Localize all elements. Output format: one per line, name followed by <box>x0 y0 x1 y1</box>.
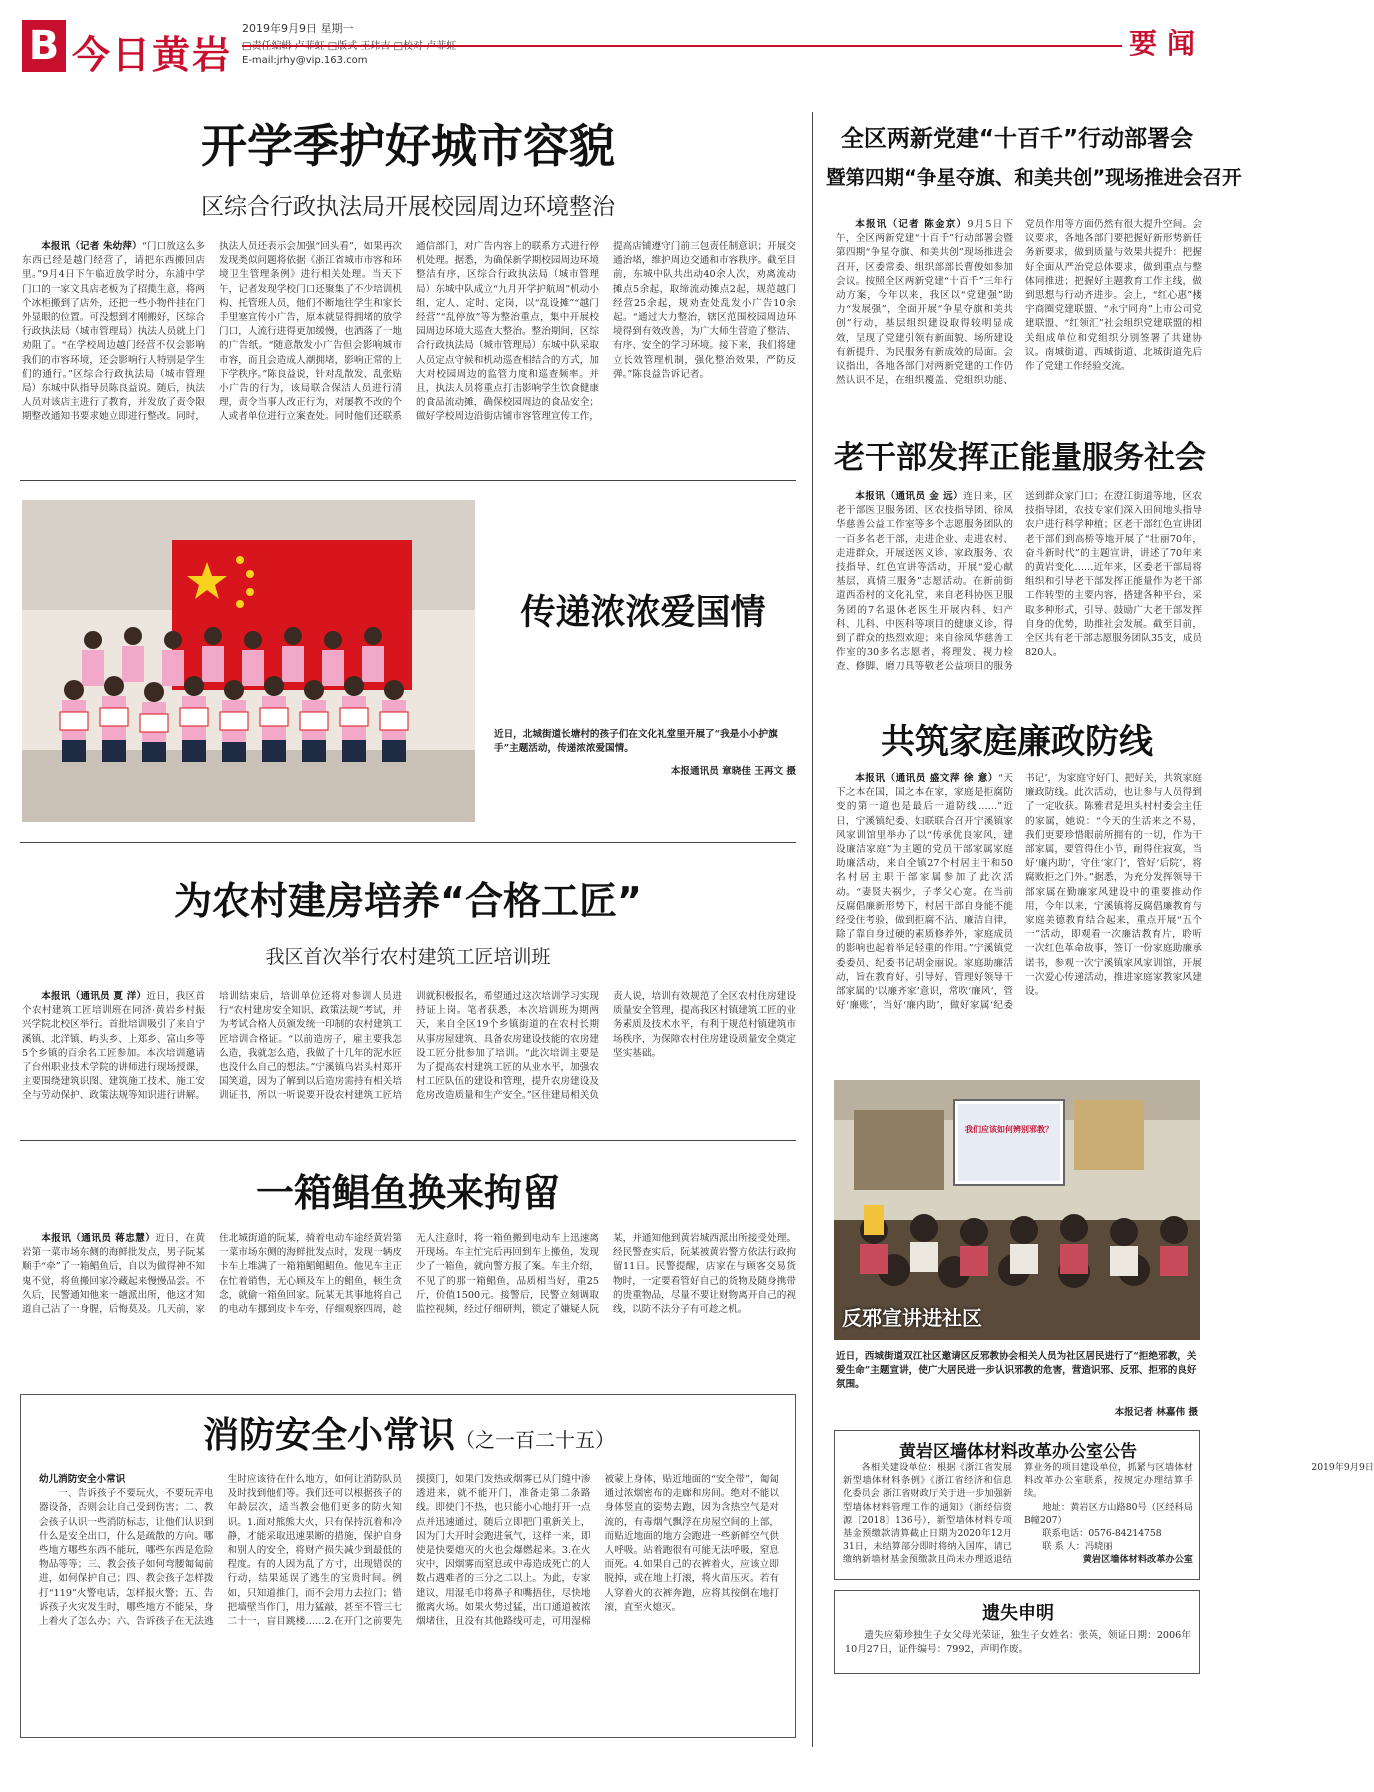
lecture-screen-text: 我们应该如何辨别邪教？ <box>965 1124 1053 1134</box>
flag-children-photo <box>22 500 475 822</box>
photo1-title: 传递浓浓爱国情 <box>520 593 766 633</box>
article4-text: 9月5日下午，全区两新党建“十百千”行动部署会暨第四期“争星夺旗、和美共创”现场推进会召开，区委常委、组织部部长曹俊如参加会议。按照全区两新党建“十百千”三年行动方案，今年以来，我区以“党建强”助力“发展强”，全面开展“争星夺旗和美共创”行动，基层组织建设取得较明显成效，呈现了党建引领有新面貌、场所建设有新提升、为民服务有新成效的局面。会议指出，各地各部门对两新党建的工作仍然认识不足，在组织覆盖、党组织功能、党员作用等方面仍然有很大提升空间。会议要求，各地各部门要把握好新形势新任务新要求，做到质量与效果共提升：把握好全面从严治党总体要求，做到重点与整体同推进；把握好主题教育工作主线，做到思想与行动齐进步。会上，“红心惠”楼宇商圈党建联盟、“永宁同舟”上市公司党建联盟、“红领汇”社会组织党建联盟的相关组成单位和党组织分别签署了共建协议。南城街道、西城街道、北城街道先后作了党建工作经验交流。 <box>836 219 1202 387</box>
community-lecture-photo <box>834 1080 1200 1340</box>
lost-title: 遗失申明 <box>982 1603 1054 1624</box>
photo2-caption: 近日，西城街道双江社区邀请区反邪教协会相关人员为社区居民进行了“拒绝邪教，关爱生命”主题宣讲，使广大居民进一步认识邪教的危害，营造识邪、反邪、拒邪的良好氛围。 <box>836 1351 1197 1390</box>
article2-subtitle: 我区首次举行农村建筑工匠培训班 <box>265 946 551 968</box>
paper-name-logo: 今日黄岩 <box>72 32 233 77</box>
article3-text: 近日，在黄岩第一菜市场东侧的海鲜批发点，男子阮某顺手“牵”了一箱鲳鱼后，自以为做得神不知鬼不觉，将鱼搬回家冷藏起来慢慢品尝。不久后，民警通知他来一趟派出所，他这才知道自己沾了一身腥，后悔莫及。几天前，家住北城街道的阮某，骑着电动车途经黄岩第一菜市场东侧的海鲜批发点时，发现一辆皮卡车上堆满了一箱箱鲳鲳鲳鱼。他见车主正在忙着销售，无心顾及车上的鲳鱼，顿生贪念，就偷一箱鱼回家。阮某无其事地将自己的电动车挪到皮卡车旁，仔细观察四周，趁无人注意时，将一箱鱼搬到电动车上迅速离开现场。车主忙完后再回到车上搬鱼，发现少了一箱鱼，就向警方报了案。车主介绍，不见了的那一箱鲳鱼，品质相当好，重25斤，价值1500元。接警后，民警立刻调取监控视频，经过仔细研判，锁定了嫌疑人阮某，并通知他到黄岩城西派出所接受处理。经民警查实后，阮某被黄岩警方依法行政拘留11日。民警提醒，店家在与顾客交易货物时，一定要看管好自己的货物及随身携带的贵重物品，尽量不要让财物离开自己的视线，以防不法分子有可趁之机。 <box>22 1233 796 1316</box>
page-letter: B <box>22 20 66 72</box>
issue-date: 2019年9月9日 星期一 <box>242 22 354 35</box>
section-name: 要闻 <box>1128 27 1205 60</box>
article1-subtitle: 区综合行政执法局开展校园周边环境整治 <box>201 194 615 220</box>
notice-title: 黄岩区墙体材料改革办公室公告 <box>899 1442 1137 1462</box>
article1-text: “门口放这么多东西已经是越门经营了，请把东西搬回店里。”9月4日下午临近放学时分，东浦中学门口的一家文具店老板为了招揽生意，将两个冰柜搬到了店外，还把一些小物件挂在门外显眼的位置。可没想到才刚搬好，区综合行政执法局（城市管理局）执法人员就上门劝阻了。“在学校周边越门经营不仅会影响我们的市容环境，还会影响行人特别是学生们的通行。”区综合行政执法局（城市管理局）东城中队指导员陈良益说。随后，执法人员对该店主进行了教育，并发放了责令限期整改通知书要求她立即进行整改。同时，执法人员还表示会加强“回头看”，如果再次发现类似问题将依据《浙江省城市市容和环境卫生管理条例》进行相关处理。当天下午，记者发现学校门口还聚集了不少培训机构、托管班人员，他们不断地往学生和家长手里塞宣传小广告，原本就显得拥堵的放学门口，人流行进得更加缓慢，也洒落了一地的广告纸。“随意散发小广告但会影响城市市容，而且会造成人潮拥堵，影响正常的上下学秩序。”陈良益说，针对乱散发、乱张贴小广告的行为，该局联合保洁人员进行清理，责令当事人改正行为，对屡教不改的个人或者单位进行立案查处。同时他们还联系通信部门，对广告内容上的联系方式进行停机处理。据悉，为确保新学期校园周边环境整洁有序，区综合行政执法局（城市管理局）东城中队成立“九月开学护航周”机动小组，定人、定时、定岗，以“乱设摊”“越门经营”“乱停放”等为整治重点，集中开展校园周边环境大巡查大整治。整治期间，区综合行政执法局（城市管理局）东城中队采取人员定点守候和机动巡查相结合的方式，加大对校园周边的监管力度和巡查频率。并且，执法人员将重点打击影响学生饮食健康的食品流动摊，确保校园周边的食品安全；做好学校周边沿街店铺市容管理宣传工作，提高店铺遵守门前三包责任制意识；开展交通治堵，维护周边交通和市容秩序。截至目前，东城中队共出动40余人次，劝离流动摊点5余起，取缔流动摊点2起，规范越门经营25余起，规劝查处乱发小广告10余起。“通过大力整治，辖区范围校园周边环境得到有效改善，为广大师生营造了整洁、有序、安全的学习环境。接下来，我们将建立长效管理机制，强化整治效果，严防反弹。”陈良益告诉记者。 <box>22 241 796 423</box>
photo1-credit: 本报通讯员 章晓佳 王再文 摄 <box>670 766 796 777</box>
notice-text: 各相关建设单位：根据《浙江省发展新型墙体材料条例》《浙江省经济和信息化委员会 浙江省财政厅关于进一步加强新型墙体材料管理工作的通知》（浙经信资源〔2018〕136号），新型墙体材料专项基金预缴款清算截止日期为2020年12月31日，未结算部分即时将纳入国库，请已缴纳新墙材基金预缴款且尚未办理返退结算业务的项目建设单位，抓紧与区墙体材料改革办公室联系，按规定办理结算手续。 <box>843 1462 1193 1566</box>
article1-title: 开学季护好城市容貌 <box>201 119 615 173</box>
photo2-credit: 本报记者 林嘉伟 摄 <box>1114 1407 1198 1418</box>
fire-series: （之一百二十五） <box>455 1428 615 1452</box>
article5-text: 连日来，区老干部医卫服务团、区农技指导团、徐凤华慈善公益工作室等多个志愿服务团队的一百多名老干部，走进企业、走进农村、走进群众，开展送医义诊、家政服务、农技指导、红色宣讲等活动，开展“爱心献基层，真情三服务”志愿活动。在新前街道西岙村的文化礼堂，来自老科协医卫服务团的7名退休老医生开展内科、妇产科、儿科、中医科等项目的健康义诊，得到了群众的热烈欢迎；来自徐凤华慈善工作室的30多名志愿者，将理发、视力检查、修脚、磨刀具等敬老公益项目的服务送到群众家门口；在澄江街道等地，区农技指导团，农技专家们深入田间地头指导农户进行科学种植；区老干部红色宣讲团老干部们到高桥等地开展了“壮丽70年，奋斗新时代”的主题宣讲，讲述了70年来的黄岩变化……近年来，区委老干部局将组织和引导老干部发挥正能量作为老干部工作转型的主要内容，搭建各种平台，采取多种形式，引导、鼓励广大老干部发挥自身的优势，助推社会发展。截至目前，全区共有老干部志愿服务团队35支，成员820人。 <box>836 491 1202 673</box>
photo2-title: 反邪宣讲进社区 <box>842 1306 982 1330</box>
lost-body <box>845 1629 1191 1671</box>
article2-body <box>22 990 796 1126</box>
flag-children-illustration <box>22 500 475 822</box>
fire-title <box>21 1407 797 1458</box>
masthead-rule <box>242 45 1122 47</box>
masthead <box>20 12 1205 82</box>
notice-contact: 联 系 人：冯晓丽 <box>1042 1541 1113 1553</box>
notice-body <box>843 1461 1374 1577</box>
contact-email: E-mail:jrhy@vip.163.com <box>242 55 368 66</box>
notice-phone: 联系电话：0576-84214758 <box>1042 1528 1162 1540</box>
lost-text: 遗失应菊珍独生子女父母光荣证，独生子女姓名：张英，领证日期：2006年10月27日，证件编号：7992，声明作废。 <box>845 1630 1191 1655</box>
article6-title: 共筑家庭廉政防线 <box>881 722 1153 762</box>
fire-body <box>39 1473 779 1729</box>
article4-title-line1: 全区两新党建“十百千”行动部署会 <box>840 126 1194 152</box>
fire-text: 一、告诉孩子不要玩火，不要玩弄电器设备，否则会让自己受到伤害；二、教会孩子认识一些消防标志，让他们认识到什么是安全出口，什么是疏散的方向。哪些地方哪些东西不能玩，哪些东西是危险物品等等；三、教会孩子如何弯腰匍匐前进，如何保护自己；四、教会孩子怎样拨打“119”火警电话，怎样报火警；五、告诉孩子火灾发生时，哪些地方不能呆，身上着火了怎么办；六、告诉孩子在无法逃生时应该待在什么地方，如何让消防队员及时找到他们等。我们还可以根据孩子的年龄层次，适当教会他们更多的防火知识。1.面对熊熊大火，只有保持沉着和冷静，才能采取迅速果断的措施，保护自身和别人的安全，将财产损失减少到最低的程度。有的人因为乱了方寸，出现错误的行动，结果延误了逃生的宝贵时间。例如，只知道推门，而不会用力去拉门；错把墙壁当作门，用力猛敲，甚至不管三七二十一，盲目跳楼……2.在开门之前要先摸摸门，如果门发热或烟雾已从门缝中渗透进来，就不能开门，准备走第二条路线。即使门不热，也只能小心地打开一点点并迅速通过，随后立即把门重新关上，因为门大开时会跑进氧气，这样一来，即使是快要熄灭的火也会爆燃起来。3.在火灾中，因烟雾而窒息或中毒造成死亡的人数占遇难者的三分之二以上。为此，专家建议，用湿毛巾将鼻子和嘴捂住，尽快地撤离火场。如果火势过猛，出口通道被浓烟堵住，且没有其他路线可走，可用湿棉被蒙上身体，贴近地面的“安全带”，匍匐通过浓烟密布的走廊和房间。绝对不能以身体竖直的姿势去跑，因为含热空气是对流的，有毒烟气飘浮在房屋空间的上部，而贴近地面的地方会跑进一些新鲜空气供人呼吸。站着跑很有可能无法呼吸，窒息而死。4.如果自己的衣裤着火，应该立即脱掉，或在地上打滚，将火苗压灭。若有人穿着火的衣裤奔跑，应将其按倒在地打滚，直至火熄灭。 <box>39 1474 779 1628</box>
editor-credits: □责任编辑 卢菲虹 □版式 王玮吉 □校对 卢菲虹 <box>242 41 457 52</box>
column-divider <box>812 112 813 1747</box>
rule-1 <box>20 480 796 481</box>
article2-text: 近日，我区首个农村建筑工匠培训班在同济·黄岩乡村振兴学院北校区举行。首批培训吸引了来自宁溪镇、北洋镇、屿头乡、上郑乡、富山乡等5个乡镇的百余名工匠参加。本次培训邀请了台州职业技术学院的讲师进行现场授课，主要围绕建筑识图、建筑施工技术、施工安全与劳动保护、政策法规等知识进行讲解。培训结束后，培训单位还将对参训人员进行“农村建房安全知识、政策法规”考试，并为考试合格人员颁发统一印制的农村建筑工匠培训合格证。“以前造房子，雇主要我怎么造，我就怎么造，我做了十几年的泥水匠也没什么自己的想法。”宁溪镇乌岩头村郑开国笑道，因为了解到以后造房需持有相关培训证书，所以一听说要开设农村建筑工匠培训就积极报名，希望通过这次培训学习实现持证上岗。笔者获悉，本次培训班为期两天，来自全区19个乡镇街道的在农村长期从事房屋建筑、具备农房建设技能的农房建设工匠分批参加了培训。“此次培训主要是为了提高农村建筑工匠的从业水平，加强农村工匠队伍的建设和管理，提升农房建设及危房改造质量和生产安全。”区住建局相关负责人说，培训有效规范了全区农村住房建设质量安全管理，提高我区村镇建筑工匠的业务素质及技术水平，有利于规范村镇建筑市场秩序，为保障农村住房建设质量安全奠定坚实基础。 <box>22 991 796 1102</box>
article6-byline: 本报讯（通讯员 盛文萍 徐 意） <box>855 773 998 784</box>
community-lecture-illustration <box>834 1080 1200 1340</box>
notice-address: 地址：黄岩区方山路80号（区经科局B幢207） <box>1024 1501 1193 1526</box>
photo1-caption: 近日，北城街道长塘村的孩子们在文化礼堂里开展了“我是小小护旗手”主题活动，传递浓浓爱国情。 <box>494 729 778 754</box>
article3-body <box>22 1232 796 1376</box>
lost-statement-box <box>834 1590 1200 1674</box>
fire-title-main: 消防安全小常识 <box>202 1415 455 1456</box>
article6-text: “天下之本在国，国之本在家，家庭是拒腐防变的第一道也是最后一道防线……”近日，宁溪镇纪委、妇联联合召开宁溪镇家风家训馆里举办了以“传承优良家风，建设廉洁家庭”为主题的党员干部家属家庭助廉活动，来自全镇27个村居主干和50名村居主职干部家属参加了此次活动。“妻贤夫祸少，子孝父心宽。在当前反腐倡廉新形势下，村居干部自身能不能经受住考验，做到拒腐不沾、廉洁自律，除了靠自身过硬的素质修养外，家庭成员的影响也起着举足轻重的作用。”宁溪镇党委委员、纪委书记胡金丽说。家庭助廉活动，旨在教育好、引导好、管理好领导干部家属的‘以廉齐家’意识，常吹‘廉风’，管好‘廉账’，当好‘廉内助’，做好家属‘纪委书记’，为家庭守好门、把好关，共筑家庭廉政防线。此次活动，也让参与人员得到了一定收获。陈雅君是坦头村村委会主任的家属，她说：“今天的生活来之不易，我们更要珍惜眼前所拥有的一切，作为干部家属，要管得住小节，耐得住寂寞，当好‘廉内助’，守住‘家门’，管好‘后院’，将腐败拒之门外。”据悉，为充分发挥领导干部家属在勤廉家风建设中的重要推动作用，今年以来，宁溪镇将反腐倡廉教育与家庭美德教育结合起来，重点开展“五个一”活动，即观看一次廉洁教育片，聆听一次红色革命故事，签订一份家庭助廉承诺书，参观一次宁溪镇家风家训馆，开展一次爱心传递活动，推进家庭家教家风建设。 <box>836 773 1202 1012</box>
article4-body <box>836 218 1202 416</box>
rule-2 <box>20 842 796 843</box>
article1-body <box>22 240 796 468</box>
fire-heading: 幼儿消防安全小常识 <box>39 1474 126 1485</box>
notice-signature: 黄岩区墙体材料改革办公室 <box>1082 1554 1193 1566</box>
article2-byline: 本报讯（通讯员 夏 洋） <box>41 991 147 1002</box>
article5-byline: 本报讯（通讯员 金 远） <box>855 491 964 502</box>
article5-title: 老干部发挥正能量服务社会 <box>834 440 1206 476</box>
rule-3 <box>20 1140 796 1141</box>
wall-material-notice <box>834 1430 1374 1580</box>
notice-date: 2019年9月9日 <box>1311 1462 1374 1473</box>
article3-title: 一箱鲳鱼换来拘留 <box>255 1171 560 1215</box>
article3-byline: 本报讯（通讯员 蒋忠慧） <box>41 1233 156 1244</box>
article6-body <box>836 772 1202 1070</box>
article4-title-line2: 暨第四期“争星夺旗、和美共创”现场推进会召开 <box>826 166 1242 189</box>
article2-title: 为农村建房培养“合格工匠” <box>174 879 642 923</box>
article1-byline: 本报讯（记者 朱幼萍） <box>41 241 142 252</box>
article4-byline: 本报讯（记者 陈金京） <box>855 219 968 230</box>
fire-safety-box <box>20 1394 796 1738</box>
article5-body <box>836 490 1202 702</box>
